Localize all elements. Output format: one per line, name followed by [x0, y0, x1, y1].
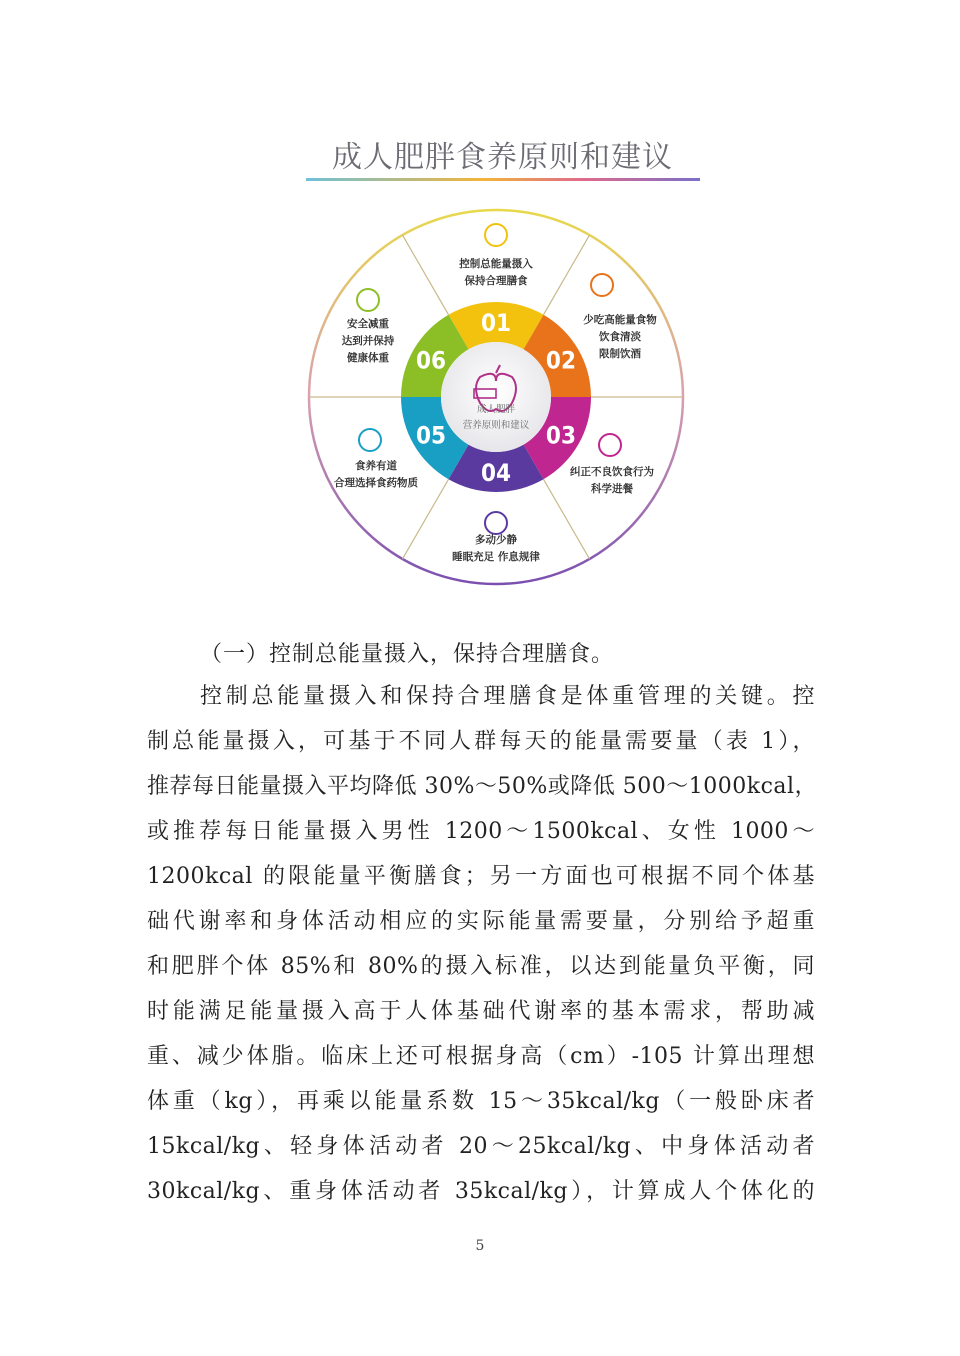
page-title: 成人肥胖食养原则和建议	[332, 140, 673, 175]
segment-label: 多动少静	[475, 534, 517, 546]
body-line: 15kcal/kg、轻身体活动者 20～25kcal/kg、中身体活动者	[147, 1134, 815, 1159]
body-line: 制总能量摄入，可基于不同人群每天的能量需要量（表 1），	[147, 729, 815, 754]
page-number: 5	[475, 1238, 485, 1254]
body-line: 或推荐每日能量摄入男性 1200～1500kcal、女性 1000～	[147, 819, 815, 844]
segment-number: 01	[480, 309, 512, 337]
segment-label: 安全减重	[347, 318, 389, 330]
body-line: 体重（kg），再乘以能量系数 15～35kcal/kg（一般卧床者	[147, 1089, 815, 1114]
segment-label: 健康体重	[347, 352, 389, 364]
segment-label: 睡眠充足 作息规律	[452, 551, 540, 563]
section-heading: （一）控制总能量摄入，保持合理膳食。	[200, 642, 615, 667]
center-label: 营养原则和建议	[462, 420, 530, 431]
body-line: 1200kcal 的限能量平衡膳食；另一方面也可根据不同个体基	[147, 864, 815, 889]
segment-label: 科学进餐	[591, 483, 633, 495]
segment-label: 少吃高能量食物	[583, 314, 657, 326]
segment-number: 03	[545, 421, 576, 450]
principles-wheel-diagram	[300, 205, 692, 597]
segment-label: 合理选择食药物质	[334, 477, 418, 489]
body-line: 和肥胖个体 85%和 80%的摄入标准，以达到能量负平衡，同	[147, 954, 815, 979]
segment-number: 05	[416, 421, 447, 450]
title-underline	[306, 178, 700, 181]
body-line: 控制总能量摄入和保持合理膳食是体重管理的关键。控	[200, 684, 815, 709]
segment-number: 04	[480, 459, 512, 487]
segment-label: 达到并保持	[341, 335, 395, 347]
segment-label: 纠正不良饮食行为	[570, 466, 654, 478]
body-line: 时能满足能量摄入高于人体基础代谢率的基本需求，帮助减	[147, 999, 815, 1024]
segment-label: 限制饮酒	[599, 348, 641, 360]
segment-number: 06	[416, 346, 447, 375]
body-line: 推荐每日能量摄入平均降低 30%～50%或降低 500～1000kcal，	[147, 774, 818, 799]
segment-number: 02	[545, 346, 576, 375]
body-line: 础代谢率和身体活动相应的实际能量需要量，分别给予超重	[147, 909, 815, 934]
segment-label: 控制总能量摄入	[459, 258, 533, 270]
body-line: 30kcal/kg、重身体活动者 35kcal/kg），计算成人个体化的	[147, 1179, 815, 1204]
center-label: 成人肥胖	[476, 404, 516, 415]
segment-label: 食养有道	[355, 460, 397, 472]
segment-label: 保持合理膳食	[464, 275, 528, 287]
body-line: 重、减少体脂。临床上还可根据身高（cm）-105 计算出理想	[147, 1044, 815, 1069]
segment-label: 饮食清淡	[599, 331, 641, 343]
